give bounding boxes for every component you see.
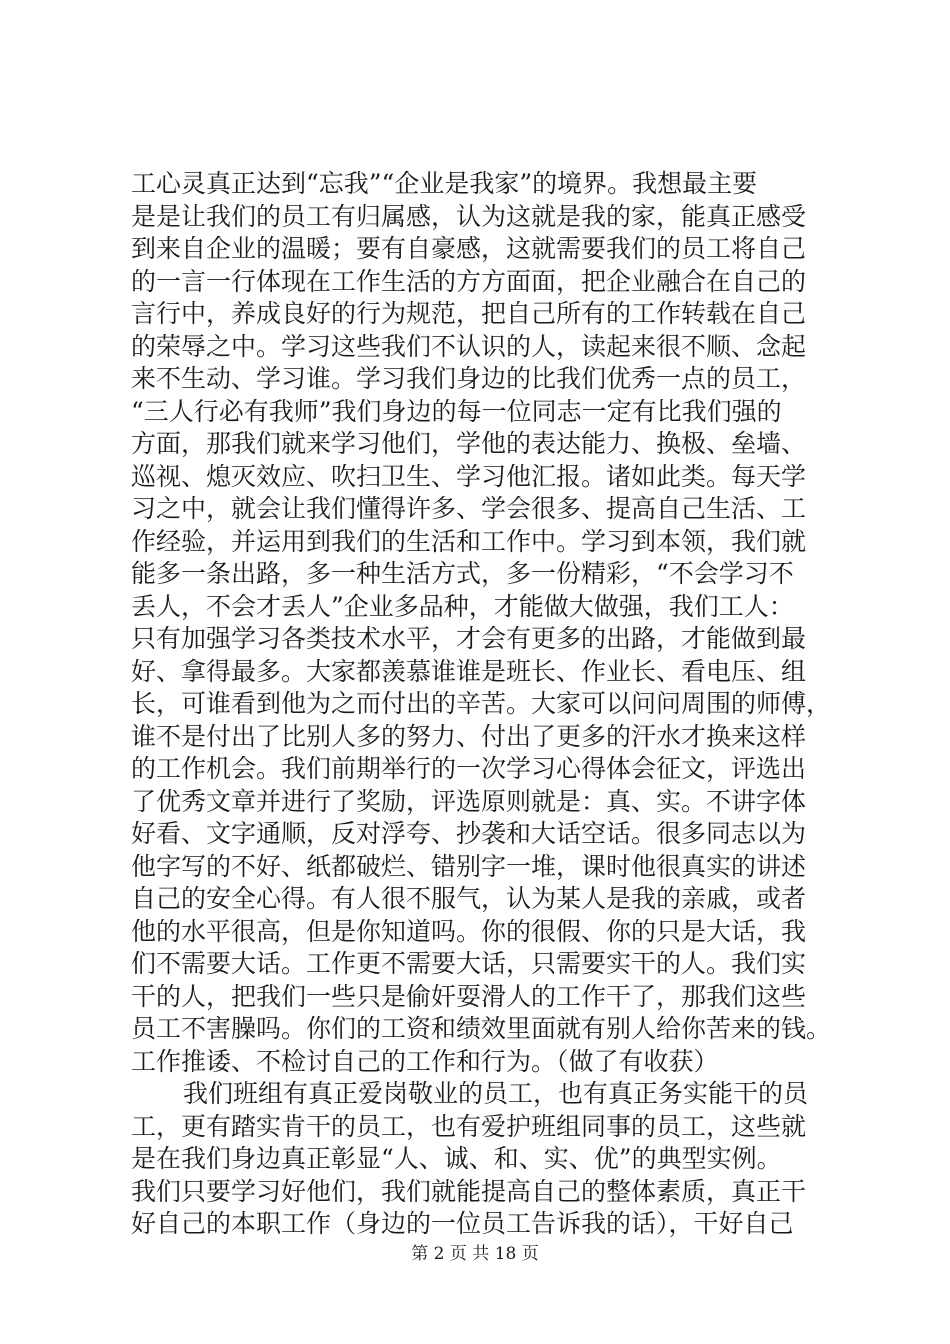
text-line: 言行中，养成良好的行为规范，把自己所有的工作转载在自己 xyxy=(131,299,807,328)
text-line: 他的水平很高，但是你知道吗。你的很假、你的只是大话，我 xyxy=(131,916,807,946)
text-line: 来不生动、学习谁。学习我们身边的比我们优秀一点的员工， xyxy=(131,364,807,393)
text-line: 员工不害臊吗。你们的工资和绩效里面就有别人给你苦来的钱。 xyxy=(131,1014,832,1043)
text-line: 自己的安全心得。有人很不服气，认为某人是我的亲戚，或者 xyxy=(131,884,807,913)
text-line: 丢人，不会才丢人”企业多品种，才能做大做强，我们工人： xyxy=(131,591,794,621)
body-text xyxy=(131,168,851,1241)
text-line: 他字写的不好、纸都破烂、错别字一堆，课时他很真实的讲述 xyxy=(131,851,807,881)
text-line: 到来自企业的温暖；要有自豪感，这就需要我们的员工将自己 xyxy=(131,234,807,263)
text-line: 干的人，把我们一些只是偷奸耍滑人的工作干了，那我们这些 xyxy=(131,981,807,1011)
text-line: 我们班组有真正爱岗敬业的员工，也有真正务实能干的员 xyxy=(183,1079,809,1108)
text-line: 的荣辱之中。学习这些我们不认识的人，读起来很不顺、念起 xyxy=(131,331,807,361)
text-line: 工作推诿、不检讨自己的工作和行为。（做了有收获） xyxy=(131,1046,719,1076)
text-line: 了优秀文章并进行了奖励，评选原则就是：真、实。不讲字体 xyxy=(131,786,807,816)
page-footer: 第 2 页 共 18 页 xyxy=(411,1244,539,1264)
text-line: 我们只要学习好他们，我们就能提高自己的整体素质，真正干 xyxy=(131,1176,807,1206)
text-line: 能多一条出路，多一种生活方式，多一份精彩，“不会学习不 xyxy=(131,559,794,588)
text-line: 工，更有踏实肯干的员工，也有爱护班组同事的员工，这些就 xyxy=(131,1111,807,1141)
text-line: 好看、文字通顺，反对浮夸、抄袭和大话空话。很多同志以为 xyxy=(131,819,807,848)
text-line: 的一言一行体现在工作生活的方方面面，把企业融合在自己的 xyxy=(131,266,807,296)
text-line: 习之中，就会让我们懂得许多、学会很多、提高自己生活、工 xyxy=(131,494,807,523)
text-line: 工心灵真正达到“忘我”“企业是我家”的境界。我想最主要 xyxy=(131,169,758,198)
text-line: 们不需要大话。工作更不需要大话，只需要实干的人。我们实 xyxy=(131,949,807,978)
paragraph xyxy=(131,168,851,1078)
text-line: 巡视、熄灭效应、吹扫卫生、学习他汇报。诸如此类。每天学 xyxy=(131,461,807,491)
text-line: 只有加强学习各类技术水平，才会有更多的出路，才能做到最 xyxy=(131,624,807,653)
text-line: 方面，那我们就来学习他们，学他的表达能力、换极、垒墙、 xyxy=(131,429,807,458)
paragraph xyxy=(131,1078,851,1241)
text-line: 的工作机会。我们前期举行的一次学习心得体会征文，评选出 xyxy=(131,754,807,783)
text-line: 谁不是付出了比别人多的努力、付出了更多的汗水才换来这样 xyxy=(131,721,807,751)
text-line: “三人行必有我师”我们身边的每一位同志一定有比我们强的 xyxy=(131,396,782,426)
text-line: 作经验，并运用到我们的生活和工作中。学习到本领，我们就 xyxy=(131,526,807,556)
text-line: 是是让我们的员工有归属感，认为这就是我的家，能真正感受 xyxy=(131,201,807,231)
text-line: 好自己的本职工作（身边的一位员工告诉我的话），干好自己 xyxy=(131,1209,794,1238)
text-line: 长，可谁看到他为之而付出的辛苦。大家可以问问周围的师傅， xyxy=(131,689,832,718)
text-line: 是在我们身边真正彰显“人、诚、和、实、优”的典型实例。 xyxy=(131,1144,782,1173)
text-line: 好、拿得最多。大家都羡慕谁谁是班长、作业长、看电压、组 xyxy=(131,656,807,686)
